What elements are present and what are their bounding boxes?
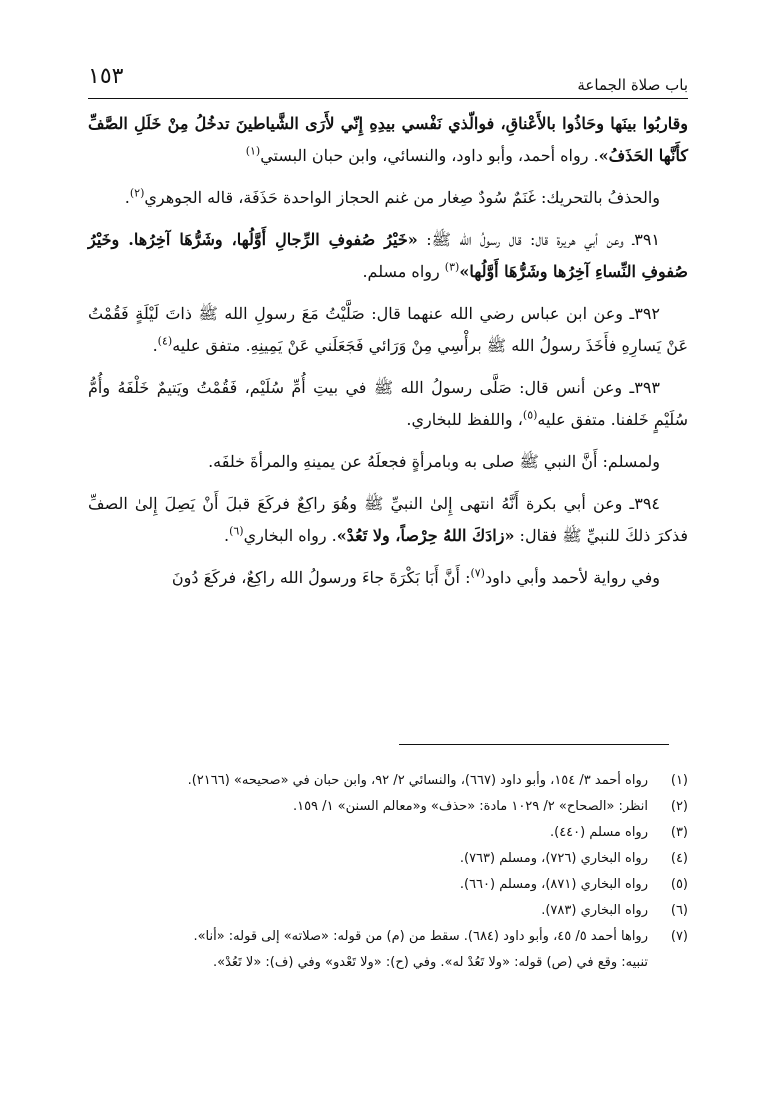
footnote-number: (٧) [670,929,688,944]
hadith-393-text: ٣٩٣ـ وعن أنس قال: صَلَّى رسولُ الله ﷺ في بيتِ أُمِّ سُلَيْم، فَقُمْتُ ويَتيمٌ خَلْفَهُ وأُمُّ سُلَيْمٍ خَلفنا. متفق عليه [88,378,688,429]
footnote-number: (٣) [670,825,688,840]
footnote-ref-6: (٦) [229,524,244,538]
footnote-item [88,924,688,950]
narration-source: . رواه أحمد، وأبو داود، والنسائي، وابن حبان البستي [260,146,599,165]
explanation-text: والحذفُ بالتحريك: غَنَمٌ سُودٌ صِغار من غنم الحجاز الواحدة حَذَفَة، قاله الجوهري [144,188,660,207]
paragraph-hadith-394 [88,488,688,552]
footnote-ref-7: (٧) [470,566,485,580]
hadith-394-source: . رواه البخاري [243,526,337,545]
footnote-item [88,820,688,846]
hadith-394-quote: «زادَكَ اللهُ حِرْصاً، ولا تَعُدْ» [336,526,515,545]
footnote-text: رواه البخاري (٧٨٣). [541,903,648,918]
paragraph-hadith-continuation [88,108,688,172]
paragraph-hadith-392 [88,298,688,362]
footnote-ref-5: (٥) [522,408,538,422]
hadith-391-intro: ٣٩١ـ وعن أبي هريرة قال: قال رسولُ الله ﷺ: [417,230,661,249]
hadith-391-source: رواه مسلم. [362,262,445,281]
footnote-number: (٥) [670,877,688,892]
footnote-note: تنبيه: وقع في (ص) قوله: «ولا تَعُدْ له». وفي (ح): «ولا تَعْدو» وفي (ف): «لا تَعُدْ». [213,955,648,970]
page-number: ١٥٣ [88,64,124,89]
hadith-quote: وقاربُوا بينَها وحَاذُوا بالأَعْناقِ، فوالّذي نَفْسي بيدِهِ إِنّي لأَرَى الشَّياطينَ تدخُلُ مِنْ خَلَلِ الصَّفِّ كأَنَّها الحَذَفُ» [88,114,688,165]
footnote-number: (٦) [670,903,688,918]
footnote-text: رواه البخاري (٨٧١)، ومسلم (٦٦٠). [459,877,648,892]
footnote-ref-1: (١) [245,144,261,158]
footnote-text: رواه أحمد ٣/ ١٥٤، وأبو داود (٦٦٧)، والنسائي ٢/ ٩٢، وابن حبان في «صحيحه» (٢١٦٦). [187,773,648,788]
paragraph-hadith-391 [88,224,688,288]
footnote-number: (١) [670,773,688,788]
ahmad-version-text: وفي رواية لأحمد وأبي داود [484,568,660,587]
footnote-number: (٤) [670,851,688,866]
paragraph-muslim-version [88,446,688,478]
footnote-ref-3: (٣) [444,260,460,274]
muslim-version-text: ولمسلم: أَنَّ النبي ﷺ صلى به وبامرأةٍ فجعلَهُ عن يمينهِ والمرأةَ خلفَه. [208,452,660,471]
hadith-392-end: . [152,336,158,355]
paragraph-ahmad-version [88,562,688,594]
hadith-391-quote: «خَيْرُ صُفوفِ الرِّجالِ أَوَّلُها، وشَرُّهَا آخِرُها. وخَيْرُ صُفوفِ النِّساءِ آخِرُها وشَرُّهَا أَوَّلُها» [88,230,688,281]
footnote-item [88,898,688,924]
paragraph-explanation [88,182,688,214]
ahmad-version-end: : أَنَّ أَبَا بَكْرَةَ جاءَ ورسولُ الله راكِعٌ، فركَعَ دُونَ [171,568,471,587]
footnote-number: (٢) [670,799,688,814]
footnote-text: رواه مسلم (٤٤٠). [549,825,648,840]
footnote-item [88,872,688,898]
page-header [88,62,688,99]
footnote-item [88,846,688,872]
explanation-end: . [124,188,130,207]
paragraph-hadith-393 [88,372,688,436]
footnote-item [88,768,688,794]
running-title: باب صلاة الجماعة [577,76,688,94]
footnote-separator [399,744,669,745]
footnote-item [88,794,688,820]
hadith-392-text: ٣٩٢ـ وعن ابن عباس رضي الله عنهما قال: صَلَّيْتُ مَعَ رسولِ الله ﷺ ذاتَ لَيْلَةٍ فَقُمْتُ عَنْ يَسارِهِ فأَخَذَ رسولُ الله ﷺ برأْسِي مِنْ وَرَائي فَجَعَلَني عَنْ يَمِينِهِ. متفق عليه [88,304,688,355]
footnote-ref-2: (٢) [129,186,145,200]
footnotes [88,768,688,976]
footnote-text: انظر: «الصحاح» ٢/ ١٠٢٩ مادة: «حذف» و«معالم السنن» ١/ ١٥٩. [292,799,648,814]
footnote-text: رواها أحمد ٥/ ٤٥، وأبو داود (٦٨٤). سقط من (م) من قوله: «صلاته» إلى قوله: «أنا». [193,929,648,944]
hadith-393-end: ، واللفظ للبخاري. [406,410,523,429]
footnote-ref-4: (٤) [157,334,173,348]
main-text [88,108,688,604]
hadith-394-end: . [223,526,230,545]
footnote-text: رواه البخاري (٧٢٦)، ومسلم (٧٦٣). [459,851,648,866]
hadith-394-intro: ٣٩٤ـ وعن أبي بكرة أَنَّهُ انتهى إِلىٰ النبيِّ ﷺ وهُوَ راكِعٌ فركَعَ قبلَ أَنْ يَصِلَ إِلىٰ الصفِّ فذكرَ ذلكَ للنبيِّ ﷺ فقال: [88,494,688,545]
